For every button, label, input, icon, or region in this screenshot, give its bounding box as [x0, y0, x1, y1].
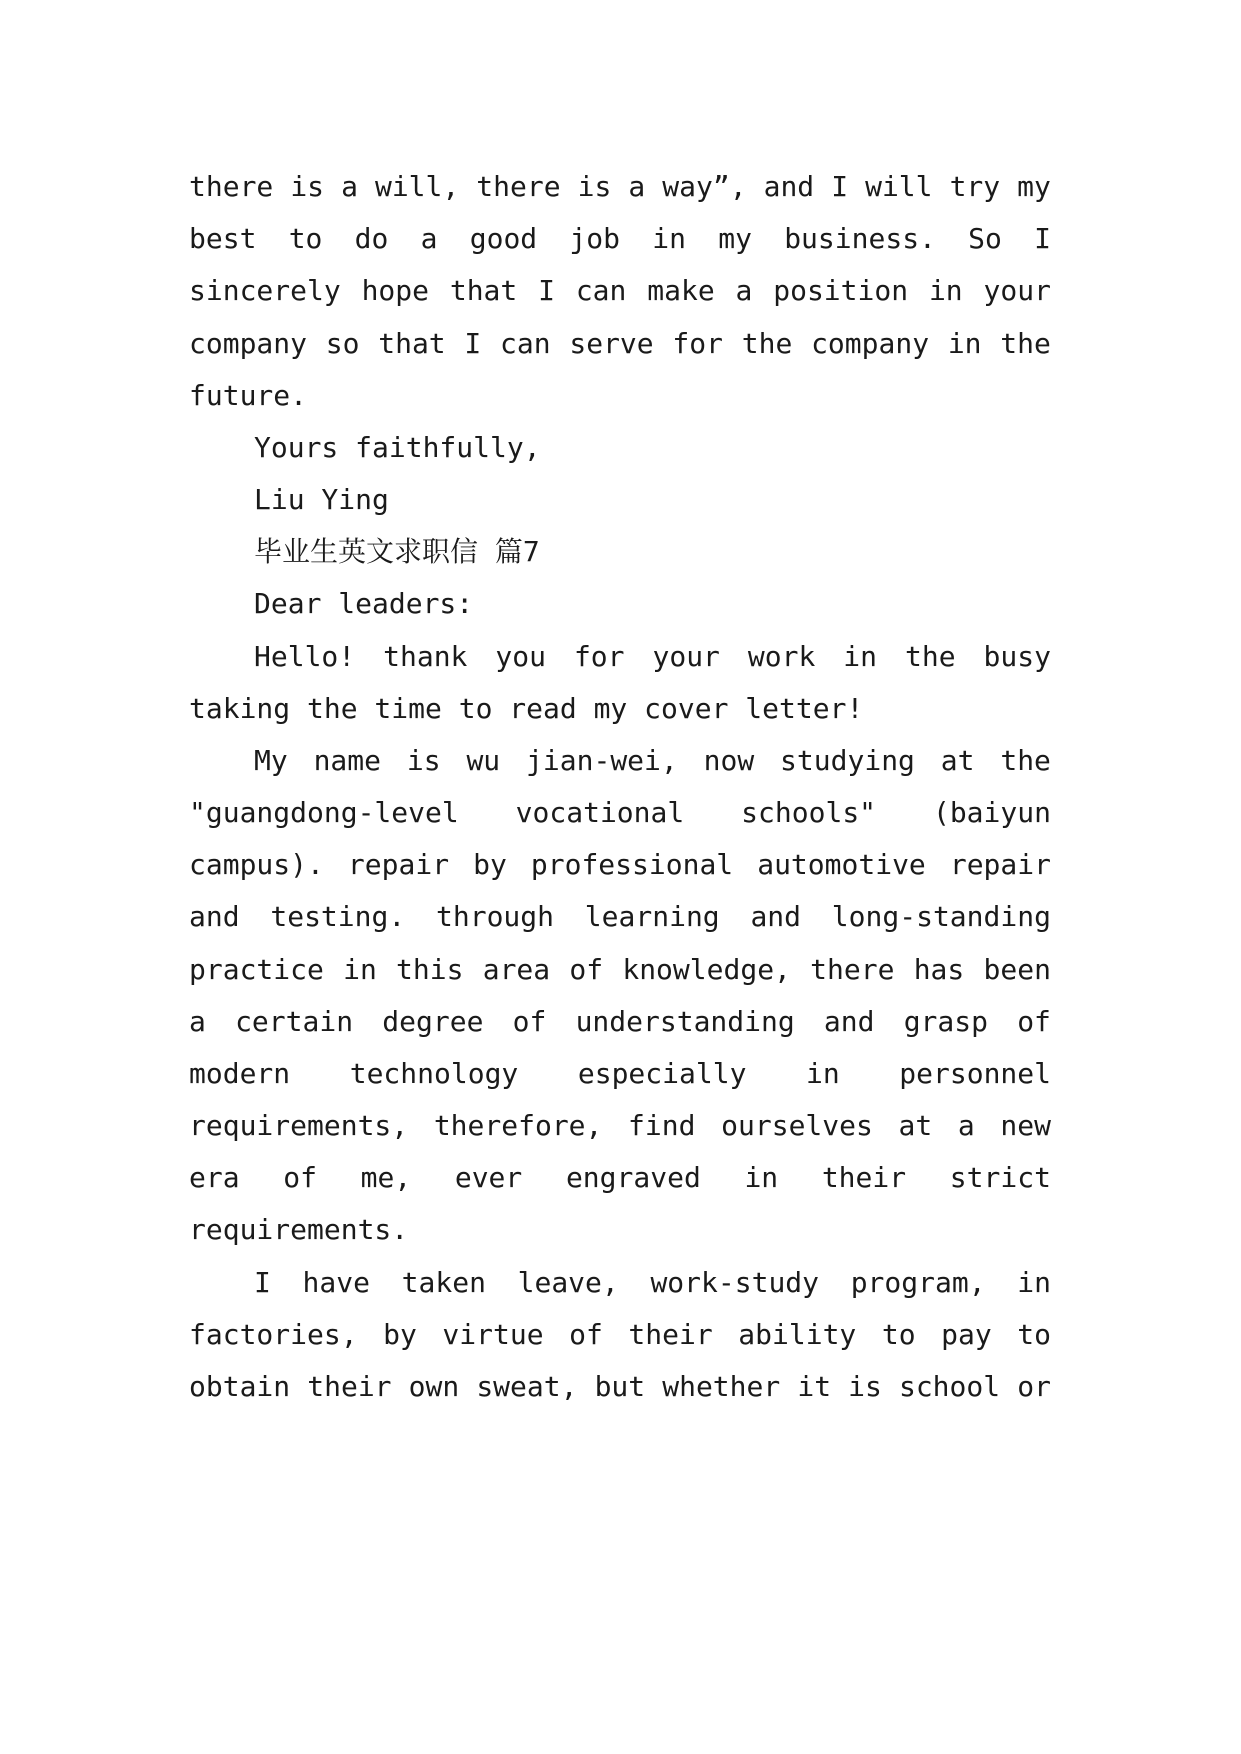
word: especially — [577, 1057, 747, 1090]
word: the — [1000, 327, 1051, 360]
word: job — [569, 222, 620, 255]
word: is — [848, 1370, 882, 1403]
word: Hello! — [254, 640, 356, 673]
text-line — [189, 1106, 1051, 1146]
text-line — [189, 1315, 1051, 1355]
text-line — [254, 741, 1051, 781]
word: So — [968, 222, 1002, 255]
word: My — [254, 744, 288, 777]
word: your — [983, 274, 1051, 307]
word: the — [904, 640, 956, 673]
word: in — [1017, 1266, 1051, 1299]
word: of — [283, 1161, 317, 1194]
word: grasp — [903, 1005, 988, 1038]
word: can — [575, 274, 627, 307]
word: there — [189, 170, 274, 203]
word: of — [569, 1318, 603, 1351]
word: (baiyun — [932, 796, 1051, 829]
text-line — [189, 845, 1051, 885]
word: name — [313, 744, 382, 777]
word: I — [538, 274, 555, 307]
word: their — [307, 1370, 392, 1403]
text-line — [189, 219, 1051, 259]
section-heading: 毕业生英文求职信 篇7 — [254, 535, 540, 568]
word: a — [341, 170, 358, 203]
word: position — [773, 274, 909, 307]
word: and — [189, 900, 240, 933]
word: there — [810, 953, 895, 986]
word: I — [1034, 222, 1051, 255]
word: whether — [662, 1370, 781, 1403]
text-line — [254, 1263, 1051, 1303]
word: new — [1000, 1109, 1051, 1142]
word: that — [378, 327, 446, 360]
word: by — [473, 848, 507, 881]
word: is — [406, 744, 441, 777]
word: a — [420, 222, 438, 255]
word: and — [750, 900, 802, 933]
word: of — [1017, 1005, 1051, 1038]
word: practice — [189, 953, 324, 986]
word: been — [983, 953, 1051, 986]
word: certain — [235, 1005, 354, 1038]
word: long-standing — [831, 900, 1051, 933]
word: leave, — [517, 1266, 619, 1299]
word: learning — [584, 900, 720, 933]
text-line: requirements. — [189, 1213, 409, 1246]
word: area — [482, 953, 551, 986]
word: by — [383, 1318, 417, 1351]
word: the — [741, 327, 793, 360]
text-line: future. — [189, 379, 308, 412]
word: me, — [360, 1161, 412, 1194]
word: pay — [941, 1318, 992, 1351]
word: is — [290, 170, 325, 203]
word: ourselves — [721, 1109, 873, 1142]
word: hope — [361, 274, 429, 307]
word: a — [735, 274, 753, 307]
word: through — [436, 900, 555, 933]
word: in — [928, 274, 963, 307]
word: in — [947, 327, 982, 360]
word: professional — [530, 848, 734, 881]
word: in — [806, 1057, 840, 1090]
word: you — [495, 640, 546, 673]
word: a — [957, 1109, 975, 1142]
word: studying — [780, 744, 915, 777]
word: at — [940, 744, 975, 777]
word: in — [652, 222, 686, 255]
word: a — [628, 170, 646, 203]
word: company — [811, 327, 930, 360]
word: requirements, — [189, 1109, 409, 1142]
word: factories, — [189, 1318, 358, 1351]
word: and — [763, 170, 815, 203]
text-line — [189, 793, 1051, 833]
word: technology — [349, 1057, 519, 1090]
word: or — [1017, 1370, 1051, 1403]
word: way”, — [662, 170, 747, 203]
word: find — [628, 1109, 696, 1142]
word: work — [747, 640, 816, 673]
word: of — [512, 1005, 547, 1038]
word: repair — [347, 848, 450, 881]
word: to — [881, 1318, 916, 1351]
word: has — [913, 953, 965, 986]
word: so — [325, 327, 360, 360]
text-line — [189, 1002, 1051, 1042]
word: I — [831, 170, 849, 203]
word: obtain — [189, 1370, 291, 1403]
text-line — [254, 637, 1051, 677]
word: for — [573, 640, 625, 673]
word: sincerely — [189, 274, 341, 307]
word: wu — [466, 744, 501, 777]
word: their — [628, 1318, 713, 1351]
word: will, — [374, 170, 460, 203]
word: knowledge, — [622, 953, 791, 986]
word: do — [354, 222, 389, 255]
closing-salutation: Yours faithfully, — [254, 431, 541, 464]
word: in — [744, 1161, 779, 1194]
word: my — [718, 222, 752, 255]
text-line — [189, 950, 1051, 990]
word: a — [189, 1005, 206, 1038]
word: I — [254, 1266, 271, 1299]
word: modern — [189, 1057, 291, 1090]
word: your — [652, 640, 720, 673]
word: for — [672, 327, 723, 360]
word: campus). — [189, 848, 324, 881]
word: era — [189, 1161, 240, 1194]
word: have — [302, 1266, 370, 1299]
text-line — [189, 167, 1051, 207]
word: can — [500, 327, 551, 360]
text-line — [189, 1158, 1051, 1198]
word: business. — [784, 222, 936, 255]
word: is — [577, 170, 612, 203]
text-line — [189, 1367, 1051, 1407]
word: I — [464, 327, 482, 360]
text-line — [189, 271, 1051, 311]
word: it — [797, 1370, 832, 1403]
word: but — [594, 1370, 646, 1403]
word: in — [343, 953, 377, 986]
word: understanding — [575, 1005, 795, 1038]
word: in — [843, 640, 878, 673]
word: therefore, — [433, 1109, 603, 1142]
word: best — [189, 222, 257, 255]
word: jian-wei, — [526, 744, 678, 777]
word: personnel — [899, 1057, 1051, 1090]
word: company — [189, 327, 308, 360]
word: sweat, — [476, 1370, 578, 1403]
word: school — [898, 1370, 1001, 1403]
word: and — [823, 1005, 875, 1038]
word: ever — [454, 1161, 523, 1194]
text-line — [189, 324, 1051, 364]
word: work-study — [650, 1266, 820, 1299]
word: testing. — [270, 900, 406, 933]
word: will — [865, 170, 933, 203]
word: serve — [569, 327, 654, 360]
word: busy — [983, 640, 1051, 673]
word: now — [703, 744, 755, 777]
word: schools" — [741, 796, 877, 829]
word: that — [449, 274, 518, 307]
word: degree — [382, 1005, 484, 1038]
text-line — [189, 897, 1051, 937]
word: of — [569, 953, 604, 986]
signature-name: Liu Ying — [254, 483, 389, 516]
word: this — [396, 953, 464, 986]
word: good — [469, 222, 538, 255]
word: make — [647, 274, 715, 307]
word: strict — [949, 1161, 1051, 1194]
word: there — [476, 170, 561, 203]
word: "guangdong-level — [189, 796, 459, 829]
word: ability — [738, 1318, 857, 1351]
word: virtue — [442, 1318, 544, 1351]
word: thank — [383, 640, 468, 673]
word: try — [949, 170, 1001, 203]
text-line — [189, 1054, 1051, 1094]
word: at — [898, 1109, 933, 1142]
word: program, — [850, 1266, 986, 1299]
word: taken — [401, 1266, 486, 1299]
word: my — [1017, 170, 1051, 203]
word: to — [288, 222, 323, 255]
word: automotive — [757, 848, 926, 881]
word: to — [1017, 1318, 1051, 1351]
text-line: taking the time to read my cover letter! — [189, 692, 864, 725]
greeting: Dear leaders: — [254, 587, 474, 620]
word: repair — [949, 848, 1051, 881]
word: own — [408, 1370, 460, 1403]
word: the — [1000, 744, 1051, 777]
word: vocational — [515, 796, 685, 829]
word: engraved — [565, 1161, 701, 1194]
word: their — [821, 1161, 907, 1194]
